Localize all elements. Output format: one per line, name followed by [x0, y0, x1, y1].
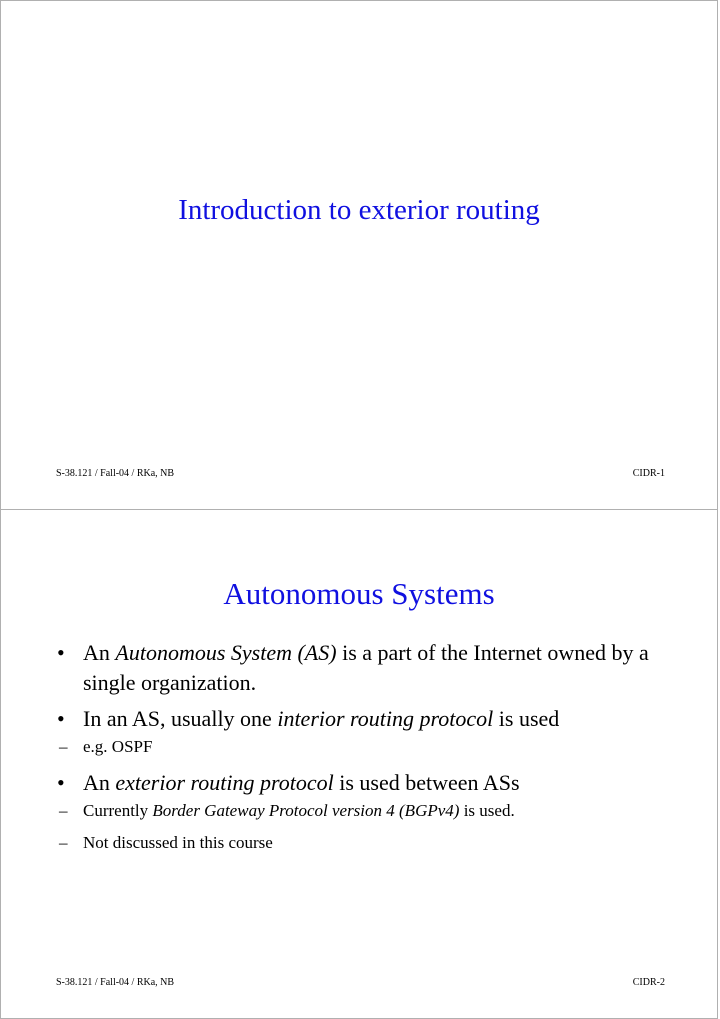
sub-bullet-dash: –: [59, 737, 68, 756]
sub-bullet-dash: –: [59, 833, 68, 852]
bullet-dot: •: [57, 640, 65, 665]
slide-2-title: Autonomous Systems: [223, 576, 495, 611]
bullet-emphasis: Autonomous System (AS): [115, 640, 337, 665]
bullet-text: is a part of the Internet owned by a single organization.: [83, 640, 649, 695]
slide-2: [0, 509, 718, 1019]
sub-bullet-text: e.g. OSPF: [83, 737, 153, 756]
bullet-emphasis: exterior routing protocol: [115, 770, 334, 795]
sub-bullet-item: [55, 832, 675, 854]
sub-bullet-item: [55, 800, 675, 822]
sub-bullet-text: is used.: [459, 801, 515, 820]
bullet-text: is used between ASs: [333, 770, 520, 795]
slide-1-title: Introduction to exterior routing: [178, 194, 540, 226]
bullet-text: An: [83, 640, 116, 665]
sub-bullet-emphasis: Border Gateway Protocol version 4 (BGPv4): [152, 801, 460, 820]
bullet-item: [55, 768, 675, 798]
sub-bullet-text: Not discussed in this course: [83, 833, 273, 852]
sub-bullet-text: Currently: [83, 801, 153, 820]
bullet-item: [55, 704, 675, 734]
sub-bullet-dash: –: [59, 801, 68, 820]
slide-1-footer-right: CIDR-1: [632, 468, 665, 479]
bullet-dot: •: [57, 770, 65, 795]
slide-1: [0, 0, 718, 510]
bullet-dot: •: [57, 706, 65, 731]
bullet-emphasis: interior routing protocol: [277, 706, 494, 731]
slide-1-footer-left: S-38.121 / Fall-04 / RKa, NB: [56, 468, 175, 479]
bullet-text: In an AS, usually one: [83, 706, 278, 731]
slide-2-footer-right: CIDR-2: [632, 977, 665, 988]
bullet-item: [55, 638, 675, 698]
bullet-text: An: [83, 770, 116, 795]
bullet-text: is used: [493, 706, 560, 731]
slide-2-footer-left: S-38.121 / Fall-04 / RKa, NB: [56, 977, 175, 988]
sub-bullet-item: [55, 736, 675, 758]
bullet-list: [55, 638, 675, 864]
